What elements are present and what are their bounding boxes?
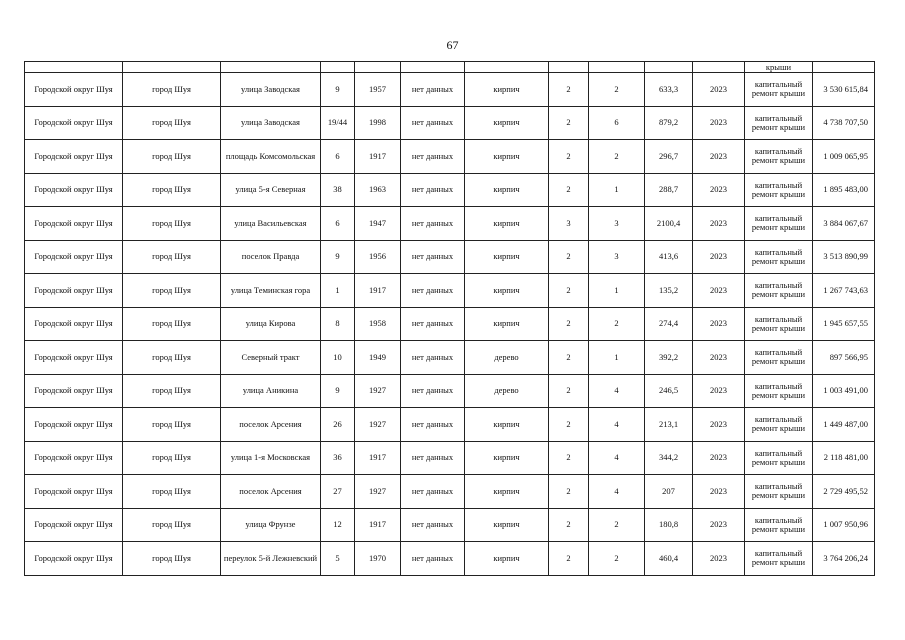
cell-year-built: 1917: [355, 274, 401, 308]
cell-year-overhaul: нет данных: [401, 173, 465, 207]
cell-settlement: город Шуя: [123, 106, 221, 140]
cell-entrances: 4: [589, 374, 645, 408]
cell-street: поселок Правда: [221, 240, 321, 274]
cell-floors: 2: [549, 441, 589, 475]
cell-area: 288,7: [645, 173, 693, 207]
cell-wall-material: кирпич: [465, 106, 549, 140]
cell-work-type: капитальный ремонт крыши: [745, 73, 813, 107]
cell-house-number: 12: [321, 508, 355, 542]
cell-municipality: Городской округ Шуя: [25, 408, 123, 442]
cell-plan-year: 2023: [693, 374, 745, 408]
cell-cost: 2 118 481,00: [813, 441, 875, 475]
cell-municipality: Городской округ Шуя: [25, 207, 123, 241]
cell-settlement: город Шуя: [123, 374, 221, 408]
cell-cost: 1 895 483,00: [813, 173, 875, 207]
cell-settlement: город Шуя: [123, 307, 221, 341]
cell-wall-material: кирпич: [465, 207, 549, 241]
cell-plan-year: 2023: [693, 307, 745, 341]
table-row: [25, 173, 875, 207]
cell-floors: 2: [549, 106, 589, 140]
cell-cost: 1 003 491,00: [813, 374, 875, 408]
cell-work-type: капитальный ремонт крыши: [745, 542, 813, 576]
cell-house-number: 5: [321, 542, 355, 576]
cell-plan-year: 2023: [693, 542, 745, 576]
cell-municipality: Городской округ Шуя: [25, 73, 123, 107]
cell-floors: 2: [549, 475, 589, 509]
cell-municipality: Городской округ Шуя: [25, 341, 123, 375]
cell-floors: 2: [549, 408, 589, 442]
cell-plan-year: 2023: [693, 173, 745, 207]
table-row: [25, 274, 875, 308]
cell-floors: 2: [549, 240, 589, 274]
cell-year-overhaul: нет данных: [401, 508, 465, 542]
cell-year-overhaul: нет данных: [401, 475, 465, 509]
cell-work-type: капитальный ремонт крыши: [745, 508, 813, 542]
cell-municipality: Городской округ Шуя: [25, 441, 123, 475]
cell-floors: 2: [549, 341, 589, 375]
cell-house-number: 6: [321, 207, 355, 241]
cell-entrances: 4: [589, 441, 645, 475]
cell-year-overhaul: нет данных: [401, 341, 465, 375]
cell-settlement: город Шуя: [123, 441, 221, 475]
cell-year-overhaul: нет данных: [401, 207, 465, 241]
cell-house-number: 27: [321, 475, 355, 509]
cell-cost: 2 729 495,52: [813, 475, 875, 509]
cell-area: 392,2: [645, 341, 693, 375]
cell-entrances: 1: [589, 274, 645, 308]
table-row: [25, 542, 875, 576]
cell-year-built: 1927: [355, 374, 401, 408]
cell-work-type: капитальный ремонт крыши: [745, 341, 813, 375]
cell-area: 413,6: [645, 240, 693, 274]
housing-register-table: [24, 61, 875, 576]
cell-settlement: город Шуя: [123, 240, 221, 274]
cell-house-number: 9: [321, 374, 355, 408]
cell-year-overhaul: нет данных: [401, 106, 465, 140]
cell-plan-year: 2023: [693, 441, 745, 475]
table-row: [25, 140, 875, 174]
cell-plan-year: 2023: [693, 408, 745, 442]
table-row: [25, 240, 875, 274]
cell-year-overhaul: нет данных: [401, 441, 465, 475]
cell-year-overhaul: нет данных: [401, 374, 465, 408]
cell-entrances: 2: [589, 508, 645, 542]
cell-floors: 2: [549, 73, 589, 107]
cell-cost: 3 513 890,99: [813, 240, 875, 274]
cell-year-built: 1917: [355, 508, 401, 542]
cell-year-overhaul: нет данных: [401, 274, 465, 308]
cell-work-type: капитальный ремонт крыши: [745, 240, 813, 274]
cell-floors: 2: [549, 542, 589, 576]
cell-municipality: Городской округ Шуя: [25, 274, 123, 308]
table-row: [25, 374, 875, 408]
cell-settlement: город Шуя: [123, 274, 221, 308]
table-row: [25, 207, 875, 241]
cell-cost: 3 884 067,67: [813, 207, 875, 241]
cell-work-type: капитальный ремонт крыши: [745, 106, 813, 140]
cell-year-built: 1949: [355, 341, 401, 375]
cell-work-type: капитальный ремонт крыши: [745, 475, 813, 509]
cell-settlement: город Шуя: [123, 475, 221, 509]
table-row: [25, 408, 875, 442]
cell-settlement: город Шуя: [123, 542, 221, 576]
cell-house-number: 38: [321, 173, 355, 207]
cell-municipality: Городской округ Шуя: [25, 307, 123, 341]
cell-wall-material: дерево: [465, 374, 549, 408]
cell-plan-year: 2023: [693, 341, 745, 375]
cell-plan-year: 2023: [693, 240, 745, 274]
cell-area: 633,3: [645, 73, 693, 107]
cell-area: 246,5: [645, 374, 693, 408]
cell-settlement: город Шуя: [123, 140, 221, 174]
cell-area: 460,4: [645, 542, 693, 576]
table-row: [25, 106, 875, 140]
cell-cost: 1 945 657,55: [813, 307, 875, 341]
cell-floors: 2: [549, 173, 589, 207]
cell-year-overhaul: нет данных: [401, 73, 465, 107]
cell-plan-year: 2023: [693, 508, 745, 542]
cell-entrances: 4: [589, 408, 645, 442]
cell-floors: 2: [549, 374, 589, 408]
cell-cost: 1 449 487,00: [813, 408, 875, 442]
cell-work-type: капитальный ремонт крыши: [745, 307, 813, 341]
cell-cost: 4 738 707,50: [813, 106, 875, 140]
cell-municipality: Городской округ Шуя: [25, 106, 123, 140]
cell-house-number: 10: [321, 341, 355, 375]
cell-cost: 1 267 743,63: [813, 274, 875, 308]
cell-year-built: 1917: [355, 441, 401, 475]
cell-wall-material: кирпич: [465, 408, 549, 442]
cell-area: 296,7: [645, 140, 693, 174]
cell-area: 274,4: [645, 307, 693, 341]
table-row: [25, 441, 875, 475]
cell-wall-material: дерево: [465, 341, 549, 375]
cell-settlement: город Шуя: [123, 508, 221, 542]
continuation-row: [25, 62, 875, 73]
cell-house-number: 9: [321, 73, 355, 107]
cell-year-built: 1947: [355, 207, 401, 241]
cell-settlement: город Шуя: [123, 341, 221, 375]
cell-area: 135,2: [645, 274, 693, 308]
cell-street: улица Фрунзе: [221, 508, 321, 542]
cell-municipality: Городской округ Шуя: [25, 240, 123, 274]
cell-plan-year: 2023: [693, 475, 745, 509]
cell-entrances: 2: [589, 307, 645, 341]
cell-year-built: 1958: [355, 307, 401, 341]
cell-entrances: 2: [589, 542, 645, 576]
cell-work-type: крыши: [745, 62, 813, 73]
cell-year-overhaul: нет данных: [401, 240, 465, 274]
table-row: [25, 475, 875, 509]
cell-year-built: 1970: [355, 542, 401, 576]
cell-municipality: Городской округ Шуя: [25, 475, 123, 509]
cell-street: поселок Арсения: [221, 408, 321, 442]
cell-street: улица Заводская: [221, 73, 321, 107]
cell-municipality: Городской округ Шуя: [25, 140, 123, 174]
cell-year-built: 1917: [355, 140, 401, 174]
cell-entrances: 2: [589, 73, 645, 107]
cell-year-built: 1927: [355, 408, 401, 442]
cell-street: улица Кирова: [221, 307, 321, 341]
cell-street: поселок Арсения: [221, 475, 321, 509]
cell-street: улица Заводская: [221, 106, 321, 140]
cell-plan-year: 2023: [693, 106, 745, 140]
cell-entrances: 1: [589, 173, 645, 207]
cell-plan-year: 2023: [693, 207, 745, 241]
cell-wall-material: кирпич: [465, 173, 549, 207]
cell-street: улица Теминская гора: [221, 274, 321, 308]
table-row: [25, 73, 875, 107]
cell-cost: 1 007 950,96: [813, 508, 875, 542]
cell-street: переулок 5-й Лежневский: [221, 542, 321, 576]
cell-plan-year: 2023: [693, 140, 745, 174]
page-number: 67: [446, 38, 459, 52]
cell-house-number: 6: [321, 140, 355, 174]
cell-plan-year: 2023: [693, 73, 745, 107]
cell-house-number: 26: [321, 408, 355, 442]
cell-wall-material: кирпич: [465, 441, 549, 475]
cell-wall-material: кирпич: [465, 140, 549, 174]
cell-year-overhaul: нет данных: [401, 542, 465, 576]
cell-wall-material: кирпич: [465, 274, 549, 308]
cell-year-built: 1927: [355, 475, 401, 509]
cell-year-overhaul: нет данных: [401, 140, 465, 174]
cell-year-built: 1963: [355, 173, 401, 207]
cell-work-type: капитальный ремонт крыши: [745, 140, 813, 174]
cell-work-type: капитальный ремонт крыши: [745, 173, 813, 207]
cell-wall-material: кирпич: [465, 73, 549, 107]
cell-entrances: 3: [589, 207, 645, 241]
cell-street: площадь Комсомольская: [221, 140, 321, 174]
table-row: [25, 307, 875, 341]
cell-municipality: Городской округ Шуя: [25, 173, 123, 207]
cell-wall-material: кирпич: [465, 542, 549, 576]
cell-house-number: 36: [321, 441, 355, 475]
cell-area: 180,8: [645, 508, 693, 542]
cell-entrances: 2: [589, 140, 645, 174]
cell-street: улица 5-я Северная: [221, 173, 321, 207]
cell-wall-material: кирпич: [465, 475, 549, 509]
cell-year-overhaul: нет данных: [401, 307, 465, 341]
cell-house-number: 9: [321, 240, 355, 274]
cell-year-overhaul: нет данных: [401, 408, 465, 442]
cell-area: 344,2: [645, 441, 693, 475]
cell-municipality: Городской округ Шуя: [25, 508, 123, 542]
cell-municipality: Городской округ Шуя: [25, 542, 123, 576]
table-row: [25, 508, 875, 542]
cell-entrances: 1: [589, 341, 645, 375]
cell-settlement: город Шуя: [123, 207, 221, 241]
cell-year-built: 1956: [355, 240, 401, 274]
cell-floors: 3: [549, 207, 589, 241]
cell-work-type: капитальный ремонт крыши: [745, 374, 813, 408]
cell-entrances: 6: [589, 106, 645, 140]
cell-entrances: 3: [589, 240, 645, 274]
cell-settlement: город Шуя: [123, 173, 221, 207]
cell-street: улица Аникина: [221, 374, 321, 408]
cell-street: улица 1-я Московская: [221, 441, 321, 475]
cell-house-number: 1: [321, 274, 355, 308]
cell-area: 879,2: [645, 106, 693, 140]
cell-year-built: 1957: [355, 73, 401, 107]
cell-cost: 1 009 065,95: [813, 140, 875, 174]
cell-municipality: Городской округ Шуя: [25, 374, 123, 408]
cell-house-number: 19/44: [321, 106, 355, 140]
cell-cost: 897 566,95: [813, 341, 875, 375]
cell-cost: 3 764 206,24: [813, 542, 875, 576]
cell-area: 2100,4: [645, 207, 693, 241]
cell-floors: 2: [549, 274, 589, 308]
cell-settlement: город Шуя: [123, 408, 221, 442]
cell-house-number: 8: [321, 307, 355, 341]
cell-area: 207: [645, 475, 693, 509]
cell-year-built: 1998: [355, 106, 401, 140]
cell-work-type: капитальный ремонт крыши: [745, 408, 813, 442]
cell-floors: 2: [549, 508, 589, 542]
cell-entrances: 4: [589, 475, 645, 509]
cell-floors: 2: [549, 307, 589, 341]
cell-street: Северный тракт: [221, 341, 321, 375]
cell-settlement: город Шуя: [123, 73, 221, 107]
cell-floors: 2: [549, 140, 589, 174]
cell-wall-material: кирпич: [465, 508, 549, 542]
table-row: [25, 341, 875, 375]
cell-plan-year: 2023: [693, 274, 745, 308]
cell-area: 213,1: [645, 408, 693, 442]
cell-wall-material: кирпич: [465, 240, 549, 274]
cell-work-type: капитальный ремонт крыши: [745, 207, 813, 241]
cell-work-type: капитальный ремонт крыши: [745, 441, 813, 475]
cell-work-type: капитальный ремонт крыши: [745, 274, 813, 308]
cell-wall-material: кирпич: [465, 307, 549, 341]
cell-cost: 3 530 615,84: [813, 73, 875, 107]
cell-street: улица Васильевская: [221, 207, 321, 241]
